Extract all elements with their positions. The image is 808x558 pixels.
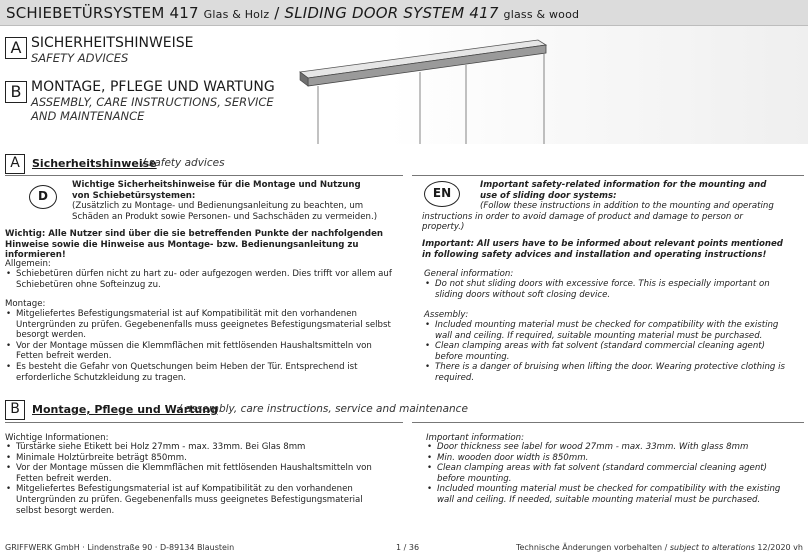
toc-a-box[interactable]: A: [5, 37, 27, 59]
de-assembly-item: • Vor der Montage müssen die Klemmflächen mit fettlösenden Haushaltsmitteln von Fetten befreit werden.: [5, 341, 399, 362]
toc-b-subtitle-1: ASSEMBLY, CARE INSTRUCTIONS, SERVICE: [31, 95, 274, 109]
footer-date: 12/2020 vh: [757, 543, 803, 552]
de-info-item: • Mitgeliefertes Befestigungsmaterial ist auf Kompatibilität zu den vorhandenen Untergründen zu prüfen. Gegebenenfalls muss geeignetes Befestigungsmaterial selbst besorgt werden.: [5, 484, 385, 516]
en-info-item: • Clean clamping areas with fat solvent (standard commercial cleaning agent) before mounting.: [426, 463, 796, 484]
en-info-list: [426, 442, 796, 506]
footer-notice-en: subject to alterations: [669, 543, 755, 552]
de-info-item: • Minimale Holztürbreite beträgt 850mm.: [5, 453, 385, 464]
en-assembly-item: • There is a danger of bruising when lifting the door. Wearing protective clothing is required.: [424, 362, 794, 383]
en-general-head: General information:: [424, 269, 514, 279]
de-assembly-head: Montage:: [5, 299, 46, 309]
de-general-list: [5, 269, 395, 290]
title-de-sub: Glas & Holz: [203, 8, 270, 21]
document-header: [0, 0, 808, 26]
de-intro-text: (Zusätzlich zu Montage- und Bedienungsanleitung zu beachten, um Schäden an Produkt sowie Personen- und Sachschäden zu vermeiden.): [72, 201, 378, 222]
de-info-list: [5, 442, 385, 516]
section-b-title: Montage, Pflege und Wartung: [32, 403, 218, 416]
section-a-box: A: [5, 154, 25, 174]
section-a-subtitle: / safety advices: [142, 157, 225, 169]
section-b-rule-right: [412, 422, 804, 423]
en-info-item: • Included mounting material must be checked for compatibility with the existing wall and ceiling. If needed, suitable mounting material must be purchased.: [426, 484, 796, 505]
en-intro-text: (Follow these instructions in addition to the mounting and operating instructions in order to avoid damage of product and damage to person or property.): [422, 201, 774, 233]
de-intro-bold: Wichtige Sicherheitshinweise für die Montage und Nutzung von Schiebetürsystemen:: [72, 180, 361, 201]
en-general-list: [424, 279, 774, 300]
toc-b-box[interactable]: B: [5, 81, 27, 103]
section-a-title: Sicherheitshinweise: [32, 157, 157, 170]
de-warning: Wichtig: Alle Nutzer sind über die sie betreffenden Punkte der nachfolgenden Hinweise sowie die Hinweise aus Montage- bzw. Bedienungsanleitung zu informieren!: [5, 229, 384, 261]
en-badge: EN: [424, 181, 460, 207]
en-assembly-item: • Clean clamping areas with fat solvent (standard commercial cleaning agent) before mounting.: [424, 341, 794, 362]
toc-b-subtitle-2: AND MAINTENANCE: [31, 109, 145, 123]
footer-company: GRIFFWERK GmbH · Lindenstraße 90 · D-89134 Blaustein: [5, 543, 235, 552]
section-a-rule-right: [412, 175, 804, 176]
de-info-item: • Türstärke siehe Etikett bei Holz 27mm - max. 33mm. Bei Glas 8mm: [5, 442, 385, 453]
title-en-sub: glass & wood: [503, 8, 580, 21]
de-info-head: Wichtige Informationen:: [5, 433, 109, 443]
en-intro-bold: Important safety-related information for the mounting and use of sliding door systems:: [480, 180, 767, 201]
de-general-head: Allgemein:: [5, 259, 51, 269]
footer-notice-de: Technische Änderungen vorbehalten /: [515, 543, 668, 552]
en-assembly-head: Assembly:: [424, 310, 469, 320]
footer-page: 1 / 36: [396, 543, 420, 552]
footer-notice: [516, 543, 803, 552]
section-a-rule-left: [5, 175, 403, 176]
de-info-item: • Vor der Montage müssen die Klemmflächen mit fettlösenden Haushaltsmitteln von Fetten befreit werden.: [5, 463, 385, 484]
en-info-item: • Door thickness see label for wood 27mm - max. 33mm. With glass 8mm: [426, 442, 796, 453]
en-assembly-item: • Included mounting material must be checked for compatibility with the existing wall and ceiling. If required, suitable mounting material must be purchased.: [424, 320, 794, 341]
title-separator: /: [274, 4, 280, 22]
toc-b-title[interactable]: MONTAGE, PFLEGE UND WARTUNG: [31, 79, 275, 95]
en-info-item: • Min. wooden door width is 850mm.: [426, 453, 796, 464]
title-en: SLIDING DOOR SYSTEM 417: [284, 4, 499, 22]
en-assembly-list: [424, 320, 794, 384]
section-b-rule-left: [5, 422, 403, 423]
en-info-head: Important information:: [426, 433, 524, 443]
de-assembly-list: [5, 309, 399, 383]
rail-illustration: [296, 36, 550, 144]
toc-a-subtitle: SAFETY ADVICES: [31, 51, 129, 65]
toc-a-title[interactable]: SICHERHEITSHINWEISE: [31, 35, 194, 51]
title-de: SCHIEBETÜRSYSTEM 417: [6, 4, 199, 22]
en-general-item: • Do not shut sliding doors with excessive force. This is especially important on sliding doors without soft closing device.: [424, 279, 774, 300]
en-warning: Important: All users have to be informed about relevant points mentioned in following safety advices and installation and operating instructions!: [422, 239, 783, 260]
section-b-subtitle: / assembly, care instructions, service and maintenance: [178, 403, 468, 415]
de-assembly-item: • Mitgeliefertes Befestigungsmaterial ist auf Kompatibilität mit den vorhandenen Untergründen zu prüfen. Gegebenenfalls muss geeignetes Befestigungsmaterial selbst besorgt werden.: [5, 309, 399, 341]
de-general-item: • Schiebetüren dürfen nicht zu hart zu- oder aufgezogen werden. Dies trifft vor allem auf Schiebetüren ohne Softeinzug zu.: [5, 269, 395, 290]
de-badge: D: [29, 185, 57, 209]
section-b-box: B: [5, 400, 25, 420]
de-assembly-item: • Es besteht die Gefahr von Quetschungen beim Heben der Tür. Entsprechend ist erforderliche Schutzkleidung zu tragen.: [5, 362, 399, 383]
